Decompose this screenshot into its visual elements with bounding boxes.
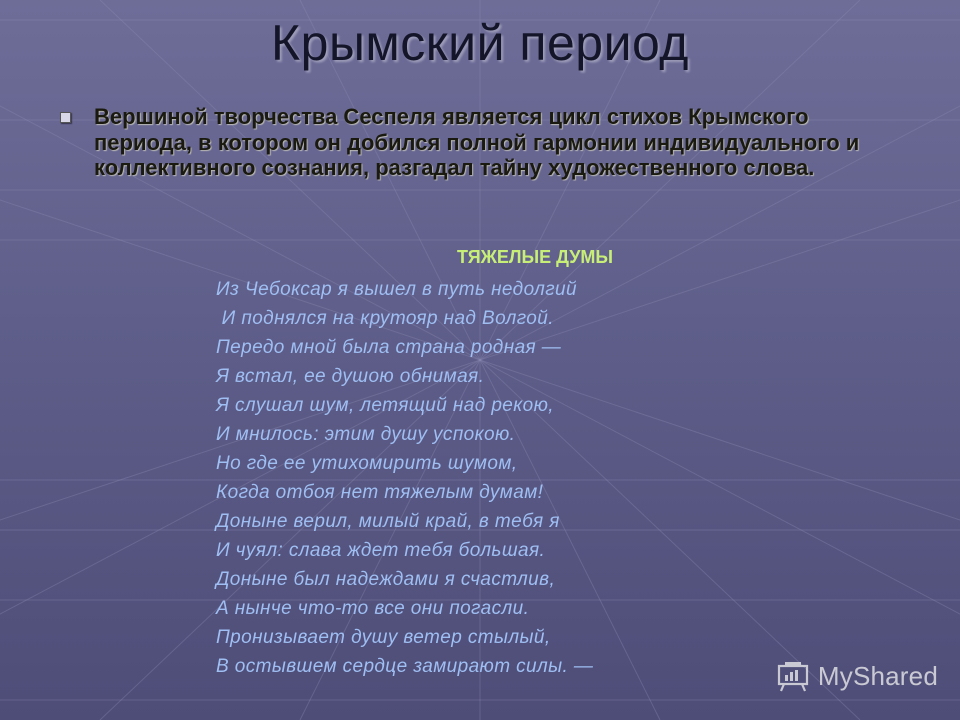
bullet-item xyxy=(60,104,910,181)
poem-line: Доныне верил, милый край, в тебя я xyxy=(216,511,560,532)
poem-line: Передо мной была страна родная — xyxy=(216,337,562,358)
poem-line: В остывшем сердце замирают силы. — xyxy=(216,656,594,677)
poem-line: И мнилось: этим душу успокою. xyxy=(216,424,516,445)
poem-title: ТЯЖЕЛЫЕ ДУМЫ xyxy=(456,247,614,267)
bullet-text: Вершиной творчества Сеспеля является цикл стихов Крымского периода, в котором он добился полной гармонии индивидуального и коллективного сознания, разгадал тайну художественного слова. xyxy=(94,104,860,181)
poem-line: Я встал, ее душою обнимая. xyxy=(216,366,485,387)
watermark-text: MyShared xyxy=(817,660,938,691)
poem-line: Но где ее утихомирить шумом, xyxy=(216,453,518,474)
poem-line: Пронизывает душу ветер стылый, xyxy=(216,627,551,648)
presentation-board-icon xyxy=(776,660,810,692)
myshared-watermark xyxy=(776,660,938,692)
poem-lines xyxy=(216,275,776,681)
poem-line: А нынче что-то все они погасли. xyxy=(216,598,530,619)
poem-line: И поднялся на крутояр над Волгой. xyxy=(216,308,554,329)
poem-line: Я слушал шум, летящий над рекою, xyxy=(216,395,554,416)
poem-line: Доныне был надеждами я счастлив, xyxy=(216,569,556,590)
poem-line: И чуял: слава ждет тебя большая. xyxy=(216,540,546,561)
square-bullet-icon xyxy=(60,112,71,123)
slide-title: Крымский период xyxy=(271,15,689,71)
poem-line: Когда отбоя нет тяжелым думам! xyxy=(216,482,544,503)
poem-line: Из Чебоксар я вышел в путь недолгий xyxy=(216,279,577,300)
